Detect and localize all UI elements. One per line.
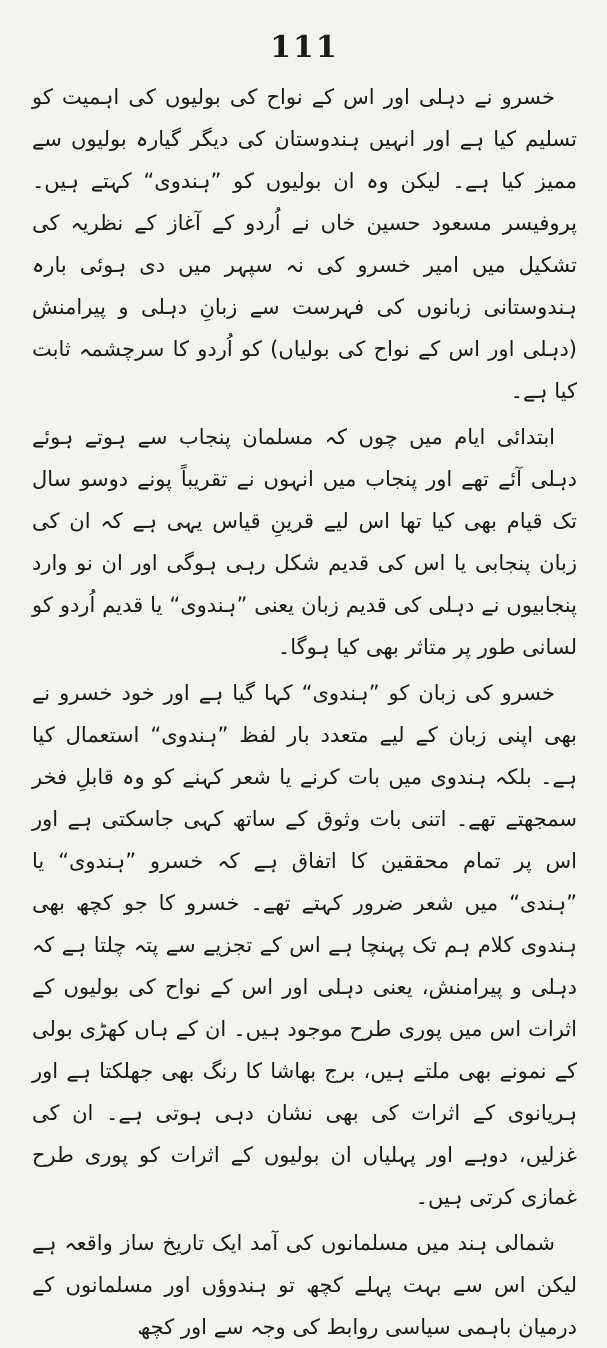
paragraph-4: شمالی ہند میں مسلمانوں کی آمد ایک تاریخ ساز واقعہ ہے لیکن اس سے بہت پہلے کچھ تو ہندوؤں اور مسلمانوں کے درمیان باہمی سیاسی روابط کی وجہ سے اور کچھ: [32, 1231, 577, 1339]
paragraph-2: ابتدائی ایام میں چوں کہ مسلمان پنجاب سے ہوتے ہوئے دہلی آئے تھے اور پنجاب میں انہوں نے تقریباً پونے دوسو سال تک قیام بھی کیا تھا اس لیے قرینِ قیاس یہی ہے کہ ان کی زبان پنجابی یا اس کی قدیم شکل رہی ہوگی اور ان نو وارد پنجابیوں نے دہلی کی قدیم زبان یعنی ”ہندوی“ یا قدیم اُردو کو لسانی طور پر متاثر بھی کیا ہوگا۔: [32, 425, 577, 659]
paragraph-1: خسرو نے دہلی اور اس کے نواح کی بولیوں کی اہمیت کو تسلیم کیا ہے اور انہیں ہندوستان کی دیگر گیارہ بولیوں سے ممیز کیا ہے۔ لیکن وہ ان بولیوں کو ”ہندوی“ کہتے ہیں۔ پروفیسر مسعود حسین خاں نے اُردو کے آغاز کے نظریہ کی تشکیل میں امیر خسرو کی نہ سپہر میں دی ہوئی بارہ ہندوستانی زبانوں کی فہرست سے زبانِ دہلی و پیرامنش (دہلی اور اس کے نواح کی بولیاں) کو اُردو کا سرچشمہ ثابت کیا ہے۔: [32, 85, 577, 403]
paragraph-3: خسرو کی زبان کو ”ہندوی“ کہا گیا ہے اور خود خسرو نے بھی اپنی زبان کے لیے متعدد بار لفظ ”ہندوی“ استعمال کیا ہے۔ بلکہ ہندوی میں بات کرنے یا شعر کہنے کو وہ قابلِ فخر سمجھتے تھے۔ اتنی بات وثوق کے ساتھ کہی جاسکتی ہے اور اس پر تمام محققین کا اتفاق ہے کہ خسرو ”ہندوی“ یا ”ہندی“ میں شعر ضرور کہتے تھے۔ خسرو کا جو کچھ بھی ہندوی کلام ہم تک پہنچا ہے اس کے تجزیے سے پتہ چلتا ہے کہ دہلی و پیرامنش، یعنی دہلی اور اس کے نواح کی بولیوں کے اثرات اس میں پوری طرح موجود ہیں۔ ان کے ہاں کھڑی بولی کے نمونے بھی ملتے ہیں، برج بھاشا کا رنگ بھی جھلکتا ہے اور ہریانوی کے اثرات کی بھی نشان دہی ہوتی ہے۔ ان کی غزلیں، دوہے اور پہلیاں ان بولیوں کے اثرات کو پوری طرح غمازی کرتی ہیں۔: [32, 681, 577, 1209]
page-number: 111: [270, 30, 339, 65]
body-text: [32, 76, 577, 1348]
